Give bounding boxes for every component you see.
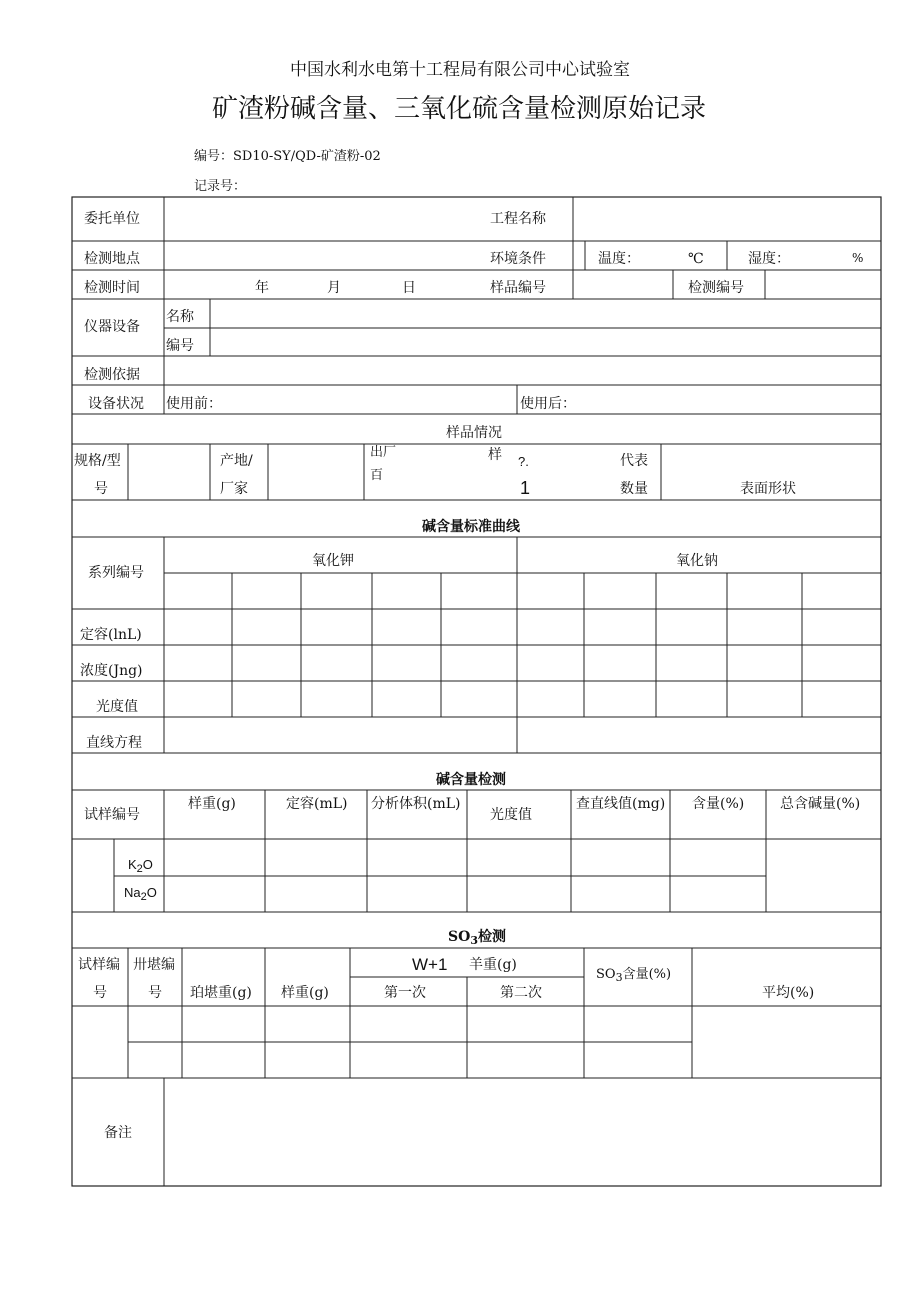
crucible-no-label-line2: 号 — [148, 985, 162, 1001]
sample-no-label: 样品编号 — [490, 280, 546, 296]
remarks-label: 备注 — [104, 1125, 132, 1141]
so3-heading: $SO_3$检测 — [448, 929, 506, 947]
total-alkali-label: 总含碱量(%) — [780, 796, 861, 812]
surface-label: 表面形状 — [740, 481, 796, 497]
instrument-label: 仪器设备 — [84, 319, 140, 335]
question-mark-text: ?. — [518, 454, 529, 469]
humidity-unit: % — [852, 251, 864, 265]
record-no-label: 记录号： — [194, 179, 247, 194]
test-location-label: 检测地点 — [84, 251, 140, 267]
origin-label-line1: 产地/ — [220, 453, 253, 469]
before-use-label: 使用前： — [166, 396, 222, 412]
content-label: 含量(%) — [692, 796, 745, 812]
equation-label: 直线方程 — [86, 735, 142, 751]
temperature-unit: ℃ — [688, 251, 704, 267]
absorbance-label: 光度值 — [96, 699, 138, 715]
doc-code: 编号：SD10-SY/QD-矿渣粉-02 — [194, 149, 381, 164]
na2o-label: 氧化钠 — [676, 553, 718, 569]
spec-label-line2: 号 — [94, 481, 108, 497]
temperature-label: 温度： — [598, 251, 640, 267]
alkali-absorbance-label: 光度值 — [490, 807, 532, 823]
curve-heading: 碱含量标准曲线 — [422, 519, 520, 535]
na2o-row-label: $Na_2O$ — [124, 885, 157, 903]
first-trial-label: 第一次 — [384, 985, 426, 1001]
k2o-label: 氧化钾 — [312, 553, 354, 569]
spec-label-line1: 规格/型 — [74, 453, 121, 469]
origin-label-line2: 厂家 — [220, 481, 248, 497]
device-status-label: 设备状况 — [88, 396, 144, 412]
sample-char: 样 — [488, 447, 502, 463]
lookup-label: 查直线值(mg) — [576, 796, 666, 812]
test-no-label: 检测编号 — [688, 280, 744, 296]
factory-label-line1: 出厂 — [370, 445, 397, 460]
so3-content-label: $SO_3$含量(%) — [596, 967, 672, 984]
weight-label: 样重(g) — [188, 796, 236, 812]
average-label: 平均(%) — [762, 985, 815, 1001]
factory-label-line2: 百 — [370, 468, 384, 483]
after-use-label: 使用后： — [520, 396, 576, 412]
series-no-label: 系列编号 — [88, 565, 144, 581]
weight2-label: 羊重(g) — [469, 957, 517, 973]
month-label: 月 — [327, 280, 341, 296]
digit-one-text: 1 — [520, 478, 531, 498]
second-trial-label: 第二次 — [500, 985, 542, 1001]
volume-label: 定容(lnL) — [80, 627, 142, 643]
represent-label-line1: 代表 — [620, 453, 648, 469]
so3-sample-label-line2: 号 — [93, 985, 107, 1001]
instrument-number-label: 编号 — [166, 338, 194, 354]
environment-label: 环境条件 — [490, 251, 546, 267]
k2o-row-label: $K_2O$ — [128, 857, 153, 875]
instrument-name-label: 名称 — [166, 309, 194, 325]
sample-heading: 样品情况 — [446, 425, 502, 441]
alkali-volume-label: 定容(mL) — [286, 796, 348, 812]
org-name: 中国水利水电第十工程局有限公司中心试验室 — [290, 60, 630, 80]
alkali-sample-no-label: 试样编号 — [84, 807, 140, 823]
page-title: 矿渣粉碱含量、三氧化硫含量检测原始记录 — [212, 94, 707, 124]
aliquot-label: 分析体积(mL) — [371, 796, 461, 812]
so3-weight-label: 样重(g) — [281, 985, 329, 1001]
day-label: 日 — [402, 280, 416, 296]
represent-label-line2: 数量 — [620, 481, 648, 497]
so3-sample-label-line1: 试样编 — [78, 957, 120, 973]
year-label: 年 — [255, 280, 269, 296]
concentration-label: 浓度(Jng) — [80, 663, 143, 679]
crucible-no-label-line1: 卅堪编 — [133, 957, 175, 973]
alkali-heading: 碱含量检测 — [436, 772, 506, 788]
pt-crucible-label: 珀堪重(g) — [190, 985, 252, 1001]
project-name-label: 工程名称 — [490, 211, 546, 227]
basis-label: 检测依据 — [84, 367, 140, 383]
client-label: 委托单位 — [84, 211, 140, 227]
humidity-label: 湿度： — [748, 251, 790, 267]
w-plus-label: W+1 — [412, 955, 448, 974]
test-time-label: 检测时间 — [84, 280, 140, 296]
